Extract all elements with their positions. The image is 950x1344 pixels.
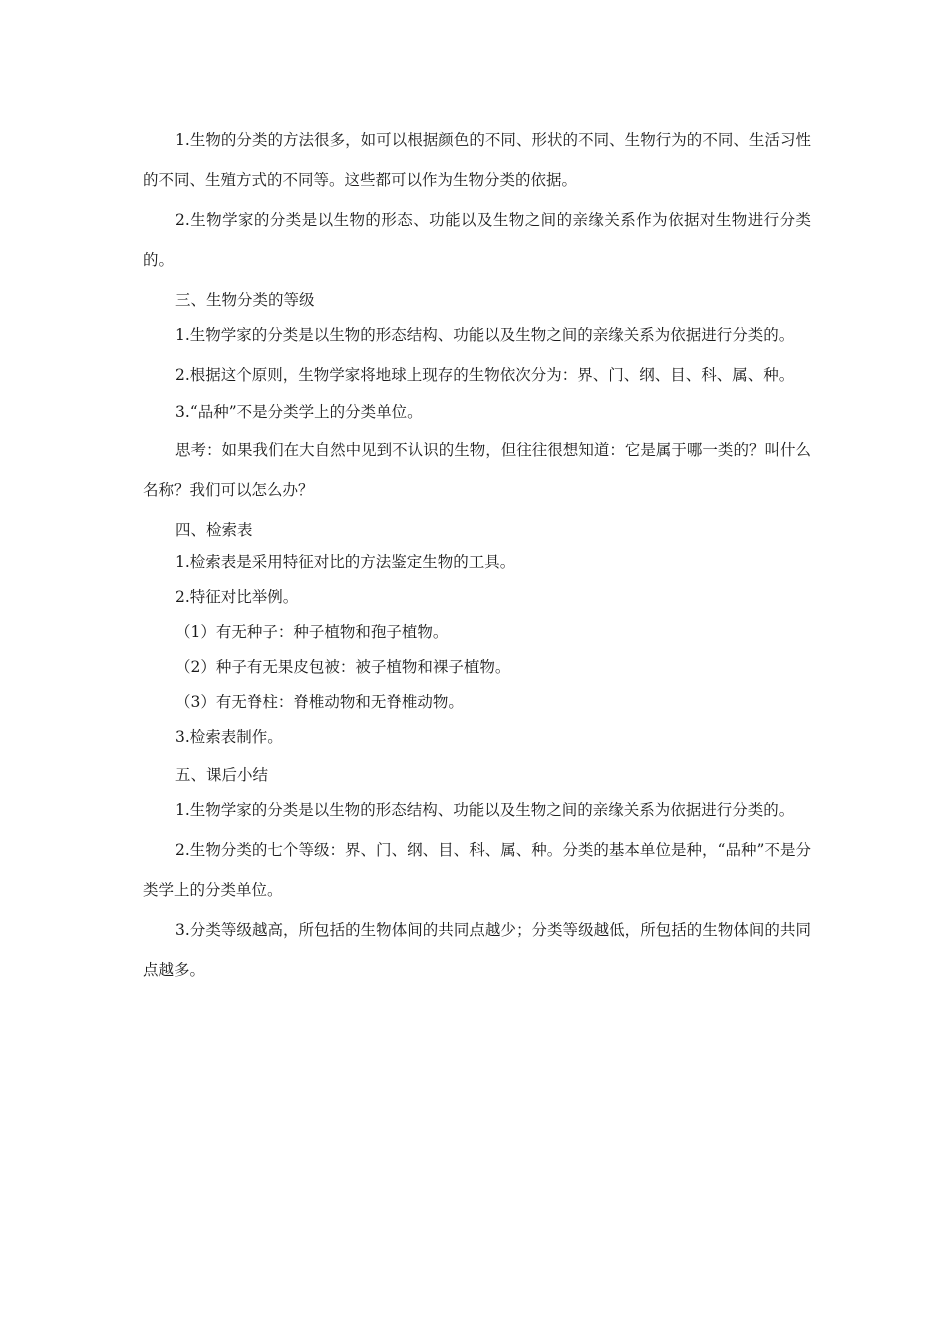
paragraph-summary-basis: 1.生物学家的分类是以生物的形态结构、功能以及生物之间的亲缘关系为依据进行分类的。 xyxy=(175,801,795,819)
document-body xyxy=(143,120,811,990)
section-heading-classification-levels: 三、生物分类的等级 xyxy=(175,291,315,309)
paragraph-variety-note: 3.“品种”不是分类学上的分类单位。 xyxy=(175,403,423,421)
paragraph-key-making: 3.检索表制作。 xyxy=(175,728,283,746)
list-item-seed-cover: （2）种子有无果皮包被：被子植物和裸子植物。 xyxy=(175,658,511,676)
paragraph-biologist-classification: 2.生物学家的分类是以生物的形态、功能以及生物之间的亲缘关系作为依据对生物进行分类的。 xyxy=(143,211,811,269)
list-item-spine: （3）有无脊柱：脊椎动物和无脊椎动物。 xyxy=(175,693,464,711)
paragraph-summary-ranks: 2.生物分类的七个等级：界、门、纲、目、科、属、种。分类的基本单位是种，“品种”不是分类学上的分类单位。 xyxy=(143,841,811,899)
paragraph-classification-ranks: 2.根据这个原则，生物学家将地球上现存的生物依次分为：界、门、纲、目、科、属、种。 xyxy=(175,366,795,384)
paragraph-feature-comparison: 2.特征对比举例。 xyxy=(175,588,299,606)
paragraph-classification-basis: 1.生物学家的分类是以生物的形态结构、功能以及生物之间的亲缘关系为依据进行分类的。 xyxy=(175,326,795,344)
list-item-seeds: （1）有无种子：种子植物和孢子植物。 xyxy=(175,623,449,641)
paragraph-classification-methods: 1.生物的分类的方法很多，如可以根据颜色的不同、形状的不同、生物行为的不同、生活习性的不同、生殖方式的不同等。这些都可以作为生物分类的依据。 xyxy=(143,131,811,189)
paragraph-thinking-question: 思考：如果我们在大自然中见到不认识的生物，但往往很想知道：它是属于哪一类的？叫什么名称？我们可以怎么办？ xyxy=(143,441,811,499)
section-heading-summary: 五、课后小结 xyxy=(175,766,269,784)
paragraph-summary-levels: 3.分类等级越高，所包括的生物体间的共同点越少；分类等级越低，所包括的生物体间的共同点越多。 xyxy=(143,921,811,979)
section-heading-key: 四、检索表 xyxy=(175,521,253,539)
paragraph-key-definition: 1.检索表是采用特征对比的方法鉴定生物的工具。 xyxy=(175,553,516,571)
